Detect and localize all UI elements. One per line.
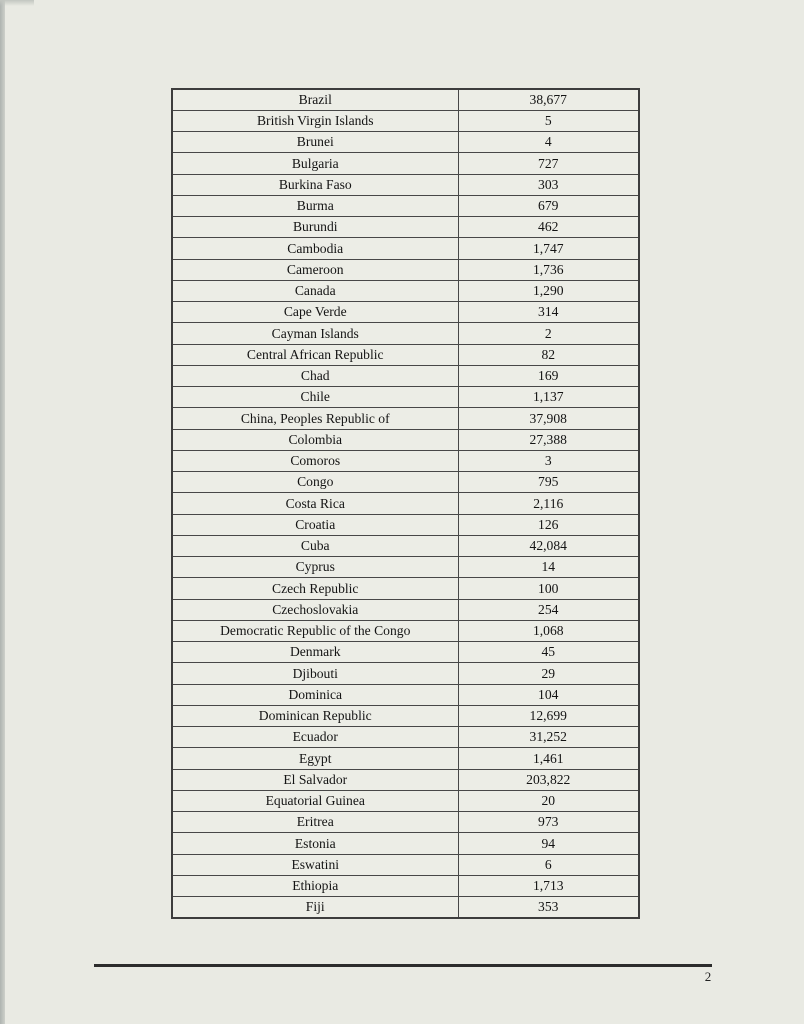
table-row xyxy=(172,472,639,493)
table-row xyxy=(172,280,639,301)
value-cell: 20 xyxy=(458,790,639,811)
country-cell: El Salvador xyxy=(172,769,458,790)
country-table-body xyxy=(172,89,639,918)
value-cell: 31,252 xyxy=(458,727,639,748)
table-row xyxy=(172,790,639,811)
country-cell: Eritrea xyxy=(172,812,458,833)
value-cell: 12,699 xyxy=(458,705,639,726)
country-cell: Cuba xyxy=(172,535,458,556)
country-cell: Chile xyxy=(172,387,458,408)
table-row xyxy=(172,748,639,769)
table-row xyxy=(172,387,639,408)
table-row xyxy=(172,620,639,641)
table-row xyxy=(172,89,639,110)
table-row xyxy=(172,450,639,471)
country-cell: Brunei xyxy=(172,132,458,153)
country-cell: Burkina Faso xyxy=(172,174,458,195)
value-cell: 973 xyxy=(458,812,639,833)
value-cell: 1,713 xyxy=(458,875,639,896)
country-cell: Burma xyxy=(172,195,458,216)
value-cell: 169 xyxy=(458,365,639,386)
country-cell: Djibouti xyxy=(172,663,458,684)
table-row xyxy=(172,259,639,280)
value-cell: 1,461 xyxy=(458,748,639,769)
country-cell: Croatia xyxy=(172,514,458,535)
country-cell: Cyprus xyxy=(172,557,458,578)
country-cell: Egypt xyxy=(172,748,458,769)
country-cell: Fiji xyxy=(172,897,458,918)
country-cell: Colombia xyxy=(172,429,458,450)
table-row xyxy=(172,535,639,556)
value-cell: 3 xyxy=(458,450,639,471)
value-cell: 29 xyxy=(458,663,639,684)
table-row xyxy=(172,174,639,195)
table-row xyxy=(172,429,639,450)
country-cell: Dominica xyxy=(172,684,458,705)
country-cell: Cape Verde xyxy=(172,302,458,323)
table-row xyxy=(172,344,639,365)
table-row xyxy=(172,705,639,726)
table-row xyxy=(172,323,639,344)
country-cell: Ethiopia xyxy=(172,875,458,896)
table-row xyxy=(172,153,639,174)
footer-rule xyxy=(94,964,712,967)
table-row xyxy=(172,769,639,790)
value-cell: 126 xyxy=(458,514,639,535)
country-cell: Equatorial Guinea xyxy=(172,790,458,811)
country-cell: Canada xyxy=(172,280,458,301)
table-row xyxy=(172,684,639,705)
value-cell: 45 xyxy=(458,642,639,663)
table-row xyxy=(172,642,639,663)
value-cell: 94 xyxy=(458,833,639,854)
country-cell: Eswatini xyxy=(172,854,458,875)
value-cell: 462 xyxy=(458,217,639,238)
country-cell: Czechoslovakia xyxy=(172,599,458,620)
table-row xyxy=(172,833,639,854)
value-cell: 37,908 xyxy=(458,408,639,429)
value-cell: 104 xyxy=(458,684,639,705)
value-cell: 14 xyxy=(458,557,639,578)
value-cell: 100 xyxy=(458,578,639,599)
value-cell: 203,822 xyxy=(458,769,639,790)
value-cell: 1,290 xyxy=(458,280,639,301)
value-cell: 6 xyxy=(458,854,639,875)
table-row xyxy=(172,238,639,259)
value-cell: 254 xyxy=(458,599,639,620)
table-row xyxy=(172,599,639,620)
value-cell: 5 xyxy=(458,110,639,131)
country-cell: British Virgin Islands xyxy=(172,110,458,131)
value-cell: 38,677 xyxy=(458,89,639,110)
table-row xyxy=(172,132,639,153)
table-row xyxy=(172,365,639,386)
value-cell: 1,736 xyxy=(458,259,639,280)
value-cell: 727 xyxy=(458,153,639,174)
table-row xyxy=(172,897,639,918)
value-cell: 4 xyxy=(458,132,639,153)
value-cell: 679 xyxy=(458,195,639,216)
scan-edge-left xyxy=(0,0,5,1024)
table-row xyxy=(172,195,639,216)
scan-edge-top xyxy=(0,0,34,6)
value-cell: 1,747 xyxy=(458,238,639,259)
table-row xyxy=(172,875,639,896)
value-cell: 42,084 xyxy=(458,535,639,556)
country-cell: Central African Republic xyxy=(172,344,458,365)
table-row xyxy=(172,408,639,429)
table-row xyxy=(172,854,639,875)
country-cell: Dominican Republic xyxy=(172,705,458,726)
table-row xyxy=(172,514,639,535)
table-row xyxy=(172,217,639,238)
country-cell: Bulgaria xyxy=(172,153,458,174)
country-cell: Comoros xyxy=(172,450,458,471)
value-cell: 82 xyxy=(458,344,639,365)
country-cell: Denmark xyxy=(172,642,458,663)
value-cell: 27,388 xyxy=(458,429,639,450)
country-cell: Chad xyxy=(172,365,458,386)
country-count-table xyxy=(171,88,640,919)
table-row xyxy=(172,727,639,748)
country-cell: Costa Rica xyxy=(172,493,458,514)
value-cell: 303 xyxy=(458,174,639,195)
table-row xyxy=(172,663,639,684)
country-cell: Cayman Islands xyxy=(172,323,458,344)
country-cell: Ecuador xyxy=(172,727,458,748)
country-cell: Cambodia xyxy=(172,238,458,259)
value-cell: 795 xyxy=(458,472,639,493)
value-cell: 2 xyxy=(458,323,639,344)
table-row xyxy=(172,110,639,131)
table-row xyxy=(172,812,639,833)
value-cell: 1,137 xyxy=(458,387,639,408)
country-cell: Burundi xyxy=(172,217,458,238)
value-cell: 1,068 xyxy=(458,620,639,641)
table-row xyxy=(172,557,639,578)
value-cell: 2,116 xyxy=(458,493,639,514)
country-cell: Democratic Republic of the Congo xyxy=(172,620,458,641)
country-cell: China, Peoples Republic of xyxy=(172,408,458,429)
page-number: 2 xyxy=(704,969,712,984)
country-cell: Czech Republic xyxy=(172,578,458,599)
value-cell: 314 xyxy=(458,302,639,323)
value-cell: 353 xyxy=(458,897,639,918)
table-row xyxy=(172,578,639,599)
country-cell: Brazil xyxy=(172,89,458,110)
country-cell: Cameroon xyxy=(172,259,458,280)
table-row xyxy=(172,493,639,514)
country-cell: Estonia xyxy=(172,833,458,854)
table-row xyxy=(172,302,639,323)
country-cell: Congo xyxy=(172,472,458,493)
